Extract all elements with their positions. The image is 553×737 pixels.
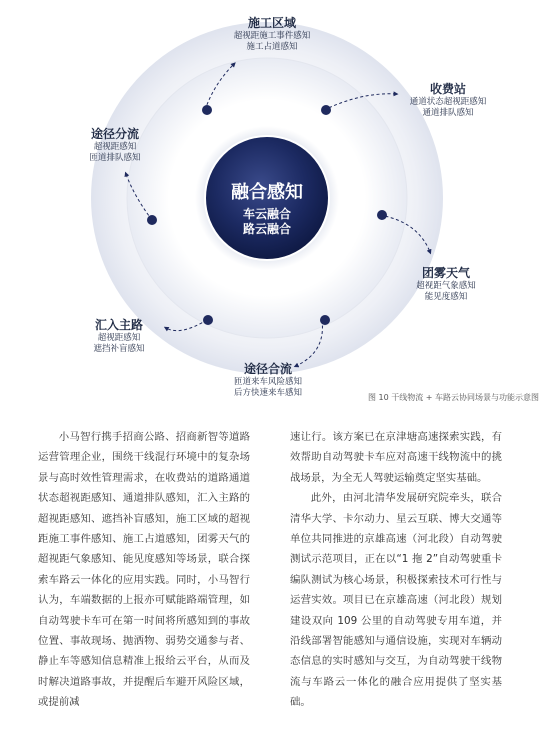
node-title: 途径合流 [243, 362, 292, 376]
paragraph: 此外，由河北清华发展研究院牵头，联合清华大学、卡尔动力、星云互联、博大交通等单位共同推进的京雄高速（河北段）自动驾驶测试示范项目，正在以“1 拖 2”自动驾驶重卡编队测试为核心场景，积极探索技术可行性与运营实效。项目已在京雄高速（河北段）规划建设双向 109 公里的自动驾驶专用车道，并沿线部署智能感知与通信设施，实现对车辆动态信息的实时感知与交互，为自动驾驶干线物流与车路云一体化的融合应用提供了坚实基础。 [290, 492, 502, 709]
node-sub: 遮挡补盲感知 [93, 344, 145, 354]
node-dot-construction [202, 105, 212, 115]
node-label-merge-flow [218, 362, 318, 399]
node-dot-toll [321, 105, 331, 115]
body-left-column [38, 427, 250, 713]
node-title: 途径分流 [90, 127, 139, 141]
node-sub: 能见度感知 [424, 292, 468, 302]
node-label-main-road [74, 318, 164, 355]
node-sub: 匝道来车风险感知 [233, 377, 302, 387]
center-line-1: 车云融合 [242, 207, 292, 221]
paragraph: 速让行。该方案已在京津塘高速探索实践，有效帮助自动驾驶卡车应对高速干线物流中的挑战场景，为全无人驾驶运输奠定坚实基础。 [290, 431, 502, 484]
node-title: 收费站 [429, 82, 466, 96]
node-label-construction [222, 16, 322, 53]
node-label-diverge [70, 127, 160, 164]
node-sub: 超视距气象感知 [416, 281, 476, 291]
node-label-toll [388, 82, 508, 119]
center-line-2: 路云融合 [242, 222, 292, 236]
node-dot-diverge [147, 215, 157, 225]
node-sub: 通道状态超视距感知 [409, 97, 487, 107]
node-title: 团雾天气 [421, 266, 470, 280]
node-sub: 施工占道感知 [246, 42, 298, 52]
node-dot-merge-flow [320, 315, 330, 325]
figure-caption: 图 10 干线物流 + 车路云协同场景与功能示意图 [367, 393, 539, 402]
node-sub: 通道排队感知 [422, 108, 474, 118]
node-dot-main-road [203, 315, 213, 325]
node-dot-fog [377, 210, 387, 220]
node-sub: 后方快速来车感知 [233, 388, 302, 398]
center-title: 融合感知 [231, 182, 303, 203]
node-title: 施工区域 [247, 16, 296, 30]
node-sub: 匝道排队感知 [89, 153, 141, 163]
paragraph: 小马智行携手招商公路、招商新智等道路运营管理企业，围绕干线混行环境中的复杂场景与高时效性管理需求，在收费站的道路通道状态超视距感知、通道排队感知，汇入主路的超视距感知、遮挡补盲感知，施工区域的超视距施工事件感知、施工占道感知，团雾天气的超视距气象感知、能见度感知等场景，联合探索车路云一体化的应用实践。同时，小马智行认为，车端数据的上报亦可赋能路端管理，如自动驾驶卡车可在第一时间将所感知到的事故位置、事故现场、抛洒物、弱势交通参与者、静止车等感知信息精准上报给云平台，从而及时解决道路事故，并提醒后车避开风险区域，或提前减 [38, 431, 250, 709]
node-sub: 超视距施工事件感知 [233, 31, 311, 41]
node-sub: 超视距感知 [97, 333, 141, 343]
node-sub: 超视距感知 [93, 142, 137, 152]
body-right-column [290, 427, 502, 713]
node-title: 汇入主路 [94, 318, 143, 332]
node-label-fog [396, 266, 496, 303]
